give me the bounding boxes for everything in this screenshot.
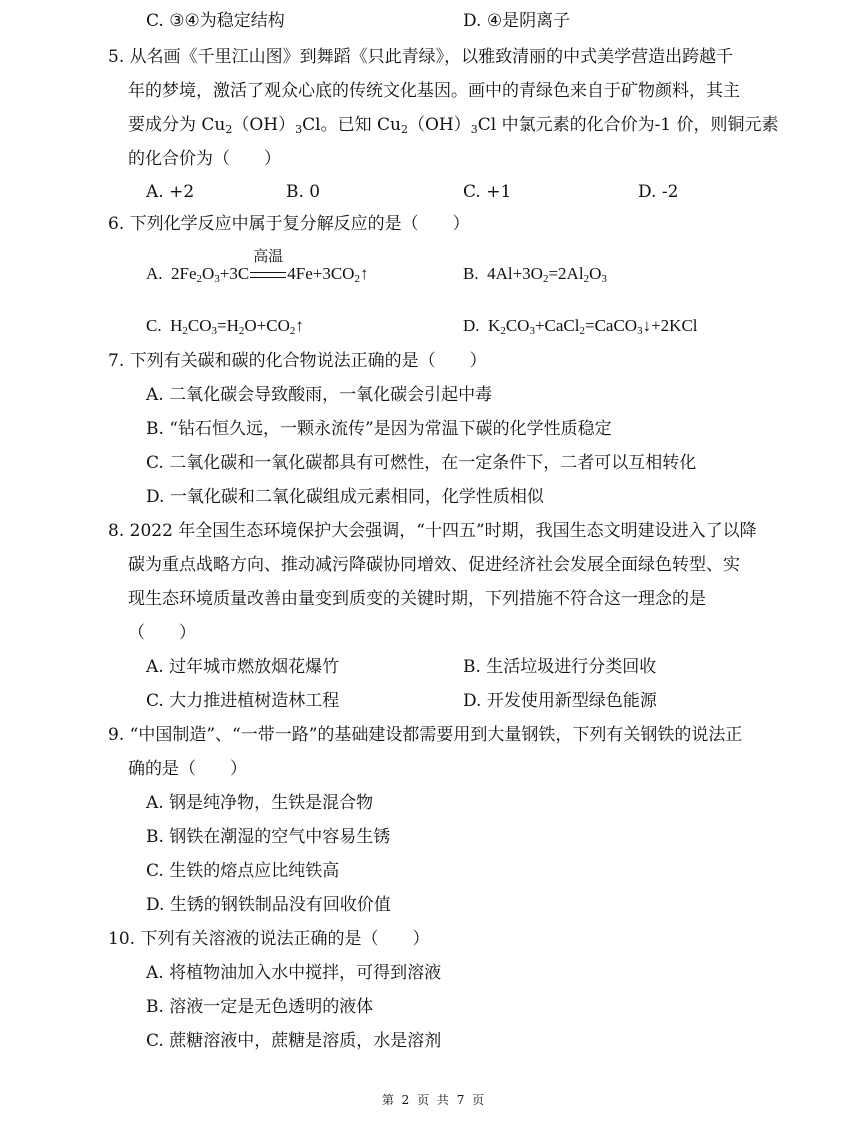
q5-line-1: 5. 从名画《千里江山图》到舞蹈《只此青绿》，以雅致清丽的中式美学营造出跨越千 — [108, 47, 734, 67]
q5-line-3: 要成分为 $Cu_2(OH)_3Cl$。已知 $Cu_2(OH)_3Cl$ 中氯元素的化合价为-1 价，则铜元素 — [128, 115, 779, 136]
q7-option-a: A. 二氧化碳会导致酸雨，一氧化碳会引起中毒 — [146, 385, 493, 405]
q8-option-c: C. 大力推进植树造林工程 — [146, 691, 340, 711]
q6-stem: 6. 下列化学反应中属于复分解反应的是（ ） — [108, 214, 470, 234]
q10-stem: 10. 下列有关溶液的说法正确的是（ ） — [108, 929, 430, 949]
option-c-top: C. ③④为稳定结构 — [146, 11, 285, 31]
q5-line-2: 年的梦境，激活了观众心底的传统文化基因。画中的青绿色来自于矿物颜料，其主 — [128, 81, 740, 101]
page-number: 第 2 页 共 7 页 — [381, 1093, 487, 1107]
q5-option-a: A. +2 — [146, 182, 195, 202]
q7-option-d: D. 一氧化碳和二氧化碳组成元素相同，化学性质相似 — [146, 487, 544, 507]
q9-option-d: D. 生锈的钢铁制品没有回收价值 — [146, 895, 391, 915]
q8-option-d: D. 开发使用新型绿色能源 — [463, 691, 657, 711]
q8-option-b: B. 生活垃圾进行分类回收 — [463, 657, 657, 677]
q6-option-d: D. $K_2CO_3+CaCl_2=CaCO_3↓+2KCl$ — [463, 316, 698, 337]
q8-line-3: 现生态环境质量改善由量变到质变的关键时期，下列措施不符合这一理念的是 — [128, 589, 706, 609]
q8-line-4: （ ） — [128, 623, 196, 643]
q9-option-c: C. 生铁的熔点应比纯铁高 — [146, 861, 340, 881]
q10-option-b: B. 溶液一定是无色透明的液体 — [146, 997, 374, 1017]
q6-option-a: A. $2Fe_2O_3+3C$ 高温 $4Fe+3CO_2↑$ — [146, 249, 369, 285]
q9-line-2: 确的是（ ） — [128, 759, 247, 779]
q9-line-1: 9. “中国制造”、“一带一路”的基础建设都需要用到大量钢铁，下列有关钢铁的说法正 — [108, 725, 743, 745]
q7-stem: 7. 下列有关碳和碳的化合物说法正确的是（ ） — [108, 351, 487, 371]
q10-option-c: C. 蔗糖溶液中，蔗糖是溶质，水是溶剂 — [146, 1031, 442, 1051]
q9-option-a: A. 钢是纯净物，生铁是混合物 — [146, 793, 374, 813]
q8-line-2: 碳为重点战略方向、推动减污降碳协同增效、促进经济社会发展全面绿色转型、实 — [128, 555, 740, 575]
q5-option-c: C. +1 — [463, 182, 512, 202]
option-d-top: D. ④是阴离子 — [463, 11, 571, 31]
q5-option-b: B. 0 — [286, 182, 321, 202]
q6-option-b: B. $4Al+3O_2=2Al_2O_3$ — [463, 264, 607, 285]
q5-line-4: 的化合价为（ ） — [128, 149, 281, 169]
q10-option-a: A. 将植物油加入水中搅拌，可得到溶液 — [146, 963, 442, 983]
reaction-condition: 高温 — [249, 263, 287, 285]
q8-option-a: A. 过年城市燃放烟花爆竹 — [146, 657, 340, 677]
q9-option-b: B. 钢铁在潮湿的空气中容易生锈 — [146, 827, 391, 847]
q8-line-1: 8. 2022 年全国生态环境保护大会强调，“十四五”时期，我国生态文明建设进入了以降 — [108, 521, 757, 541]
q5-option-d: D. -2 — [638, 182, 679, 202]
q7-option-c: C. 二氧化碳和一氧化碳都具有可燃性，在一定条件下，二者可以互相转化 — [146, 453, 697, 473]
q6-option-c: C. $H_2CO_3=H_2O+CO_2↑$ — [146, 316, 304, 337]
q7-option-b: B. “钻石恒久远，一颗永流传”是因为常温下碳的化学性质稳定 — [146, 419, 612, 439]
